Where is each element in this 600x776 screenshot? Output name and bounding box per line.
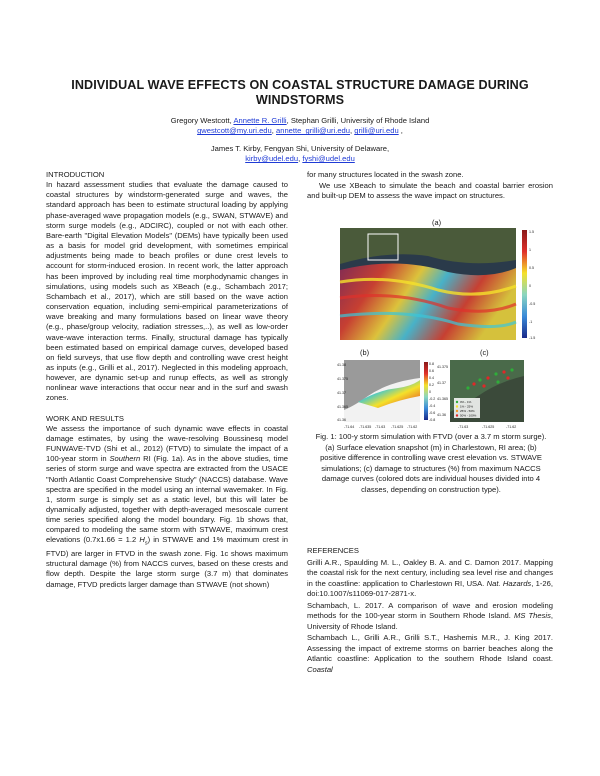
paper-title [40,78,560,108]
ref2-end: , University of Rhode Island. [307,611,553,631]
title-line-1: INDIVIDUAL WAVE EFFECTS ON COASTAL STRUCTURE DAMAGE DURING [71,78,529,92]
authors-uri-emails [60,126,540,136]
cb-b-tick-2: 0.4 [429,376,434,380]
ref2-text: Schambach, L. 2017. A comparison of wave and erosion modeling methods for the 100-year storm in Southern Rhode Island. [307,600,553,620]
lon-b-tick-4: -71.62 [407,425,418,429]
reference-1 [307,558,553,600]
ref3-text: Schambach L., Grilli A.R., Grilli S.T., Hashemis M.R., J. King 2017. Assessing the impact of extreme storms on barrier beaches along the Atlantic coastline: Application to the southern Rhode Island coast. [307,633,553,663]
figure-label-c: (c) [480,348,489,357]
authors-udel-names: James T. Kirby, Fengyan Shi, University of Delaware, [210,144,390,153]
references-heading: REFERENCES [307,546,359,555]
authors-uri [60,116,540,136]
cb-a-tick-5: -1 [529,320,533,324]
email-link-kirby[interactable]: kirby@udel.edu [245,154,299,164]
lat-c-tick-1: 41.37 [437,381,446,385]
ref1-text: Grilli A.R., Spaulding M. L., Oakley B. A. and C. Damon 2017. Mapping the coastal risk for the next century, including sea level rise and changes in the coastline: application to Charlestown RI, USA. [307,557,553,588]
cb-b-tick-4: 0 [429,390,431,394]
lat-b-tick-4: 41.36 [337,418,346,422]
introduction-text: In hazard assessment studies that evaluate the damage caused to coastal structures by windstorm-generated surge and waves, the standard approach has been to estimate structural loading by applying phase-averaged wave propagation models (e.g., SWAN, STWAVE) and storm surge models (e.g., ADCIRC), coupled or not with each other. Bare-earth "Digital Elevation Models" (DEMs) have typically been used as a basis for model grid development, with sometimes empirical adjustments being made to beach profiles or dune crest levels to account for storm-induced erosion. In recent work, the latter approach has been improved by including real time morphodynamic changes in simulations, using models such as XBeach (e.g., Schambach 2017; Schambach et al., 2017), which are still based on the wave action conservation equation, including semi-empirical parameterizations of wave breaking and many formulations based on linear wave theory (e.g., phase/group velocity, radiation stresses,..), as well as low-order wave-wave interaction terms. Finally, structural damage has typically been estimated based on empirical damage curves, developed based on field surveys, that use flow depth and controlling wave crest height as inputs (e.g., Grilli et al., 2017). Neglected in this modeling approach, however, are dynamic set-up and runup effects, as well as strongly nonlinear wave interactions that occur near and in the surf and swash zones. [46,180,288,403]
cb-a-tick-6: -1.5 [529,336,536,340]
lat-c-tick-0: 41.375 [437,365,448,369]
cb-a-tick-0: 1.5 [529,230,534,234]
work-text-b: RI (Fig. 1a). As in the above studies, time series of storm surge and wave spectra are extracted from the USACE "North Atlantic Coast Comprehensive Study" (NACCS) database. Wave spectra are specified in the model using an internal wavemaker. In Fig. 1, storm surge is simply set as a static level, but this will later be dynamically adjusted, together with depth-averaged mesoscale current time series specified along the model boundary. Fig. 1b shows that, compared to modeling the same storm with STWAVE, maximum crest elevations (0.7x1.66 = 1.2 [46,454,288,545]
work-results-text [46,424,288,590]
right-column-top [307,170,553,201]
figure-label-a: (a) [432,218,442,227]
work-text-c: ) in STWAVE and 1% maximum crest in FTVD) are larger in FTVD in the swash zone. Fig. 1c shows maximum structural damage (%) from NACCS curves, based on these crests and flow depth. Despite the large storm surge (3.7 m) that dominates damage, FTVD predicts larger damage than STWAVE (not shown) [46,535,288,589]
author-link-annette[interactable]: Annette R. Grilli [233,116,287,125]
reference-2 [307,601,553,633]
lat-b-tick-3: 41.365 [337,405,348,409]
lon-c-tick-1: -71.625 [482,425,495,429]
lon-c-tick-2: -71.62 [506,425,517,429]
email-sep: , [298,154,303,164]
cb-b-tick-3: 0.2 [429,383,434,387]
figure-1 [338,220,538,430]
email-link-agrilli[interactable]: annette_grilli@uri.edu [276,126,350,136]
figure-label-b: (b) [360,348,370,357]
title-line-2: WINDSTORMS [255,93,345,107]
lon-b-tick-1: -71.635 [359,425,372,429]
work-text-italic: Southern [109,454,141,464]
figure-1-graphic [338,220,538,430]
cb-b-tick-6: -0.4 [429,404,436,408]
cb-a-tick-4: -0.5 [529,302,536,306]
cb-b-tick-1: 0.6 [429,369,434,373]
legend-c-2: 25% - 50% [460,409,475,413]
email-link-westcott[interactable]: gwestcott@my.uri.edu [197,126,272,136]
lon-b-tick-3: -71.625 [391,425,404,429]
authors-uri-names [60,116,540,126]
cb-b-tick-8: -0.8 [429,418,436,422]
legend-c-3: 50% - 100% [460,413,477,418]
cb-b-tick-5: -0.2 [429,397,436,401]
email-sep: , [350,126,355,136]
ref3-journal: Coastal [307,664,333,674]
email-end: , [398,126,403,136]
colorbar-b [424,362,428,420]
cb-a-tick-2: 0.5 [529,266,534,270]
figure-1-caption: Fig. 1: 100-y storm simulation with FTVD (over a 3.7 m storm surge). (a) Surface elevation snapshot (m) in Charlestown, RI area; (b) positive difference in controlling wave crest elevation vs. STWAVE simulations; (c) damage to structures (%) from maximum NACCS damage curves (colored dots are individual houses divided into 4 classes, depending on construction type). [315,432,547,494]
reference-3 [307,633,553,675]
email-link-shi[interactable]: fyshi@udel.edu [302,154,355,164]
cb-a-tick-3: 0 [529,284,531,288]
lon-b-tick-2: -71.63 [375,425,386,429]
lat-c-tick-2: 41.365 [437,397,448,401]
cb-a-tick-1: 1 [529,248,531,252]
email-sep: , [271,126,276,136]
authors-udel-emails [60,154,540,164]
work-text-hs-sub: s [144,540,148,547]
ref1-journal: Nat. Hazards [486,578,532,588]
cb-b-tick-0: 0.8 [429,362,434,366]
author-text-post: , Stephan Grilli, University of Rhode Island [286,116,430,125]
lat-b-tick-0: 41.38 [337,363,346,367]
lon-c-tick-0: -71.63 [458,425,469,429]
legend-c-1: 1% - 25% [460,404,474,409]
work-results-heading: WORK AND RESULTS [46,413,124,423]
work-text-a: We assess the importance of such dynamic wave effects in coastal damage estimates, by using the wave-resolving Boussinesq model FUNWAVE-TVD (Shi et al., 2012) (FTVD) to simulate the impact of a 100-year storm in [46,423,288,464]
legend-c-0: 0% - 1% [460,400,472,404]
author-text: Gregory Westcott, [170,116,234,125]
introduction-heading: INTRODUCTION [46,170,105,179]
lat-b-tick-2: 41.37 [337,391,346,395]
colorbar-a [522,230,527,338]
references [307,546,553,676]
authors-udel [60,144,540,164]
left-column [46,170,288,590]
ref2-thesis: MS Thesis [514,611,551,620]
lat-b-tick-1: 41.375 [337,377,348,381]
lat-c-tick-3: 41.36 [437,413,446,417]
email-link-sgrilli[interactable]: grilli@uri.edu [354,126,399,136]
ref1-end: , 1-26, doi:10.1007/s11069-017-2871-x. [307,578,553,598]
continuation-text: for many structures located in the swash zone. [307,170,464,179]
work-text-hs: H [139,535,145,545]
lon-b-tick-0: -71.64 [344,425,355,429]
cb-b-tick-7: -0.6 [429,411,436,415]
xbeach-paragraph: We use XBeach to simulate the beach and coastal barrier erosion and built-up DEM to assess the wave impact on structures. [307,181,553,201]
